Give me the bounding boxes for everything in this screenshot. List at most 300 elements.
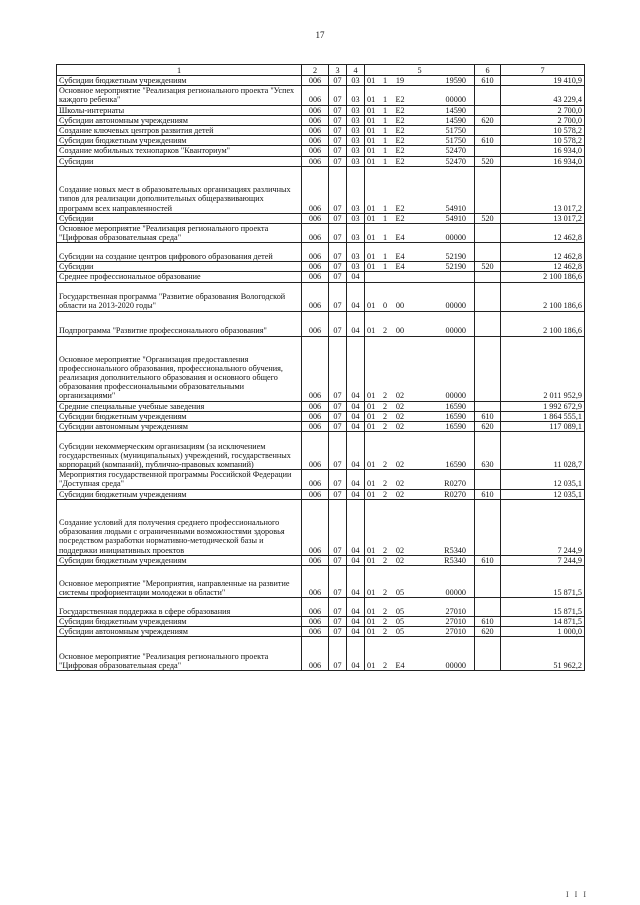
column-header: 7 (501, 65, 585, 76)
row-name-cell: Создание новых мест в образовательных организациях различных типов для реализации дополнительных общеразвивающих программ всех направленностей (57, 166, 302, 213)
table-row (57, 213, 585, 223)
target-article-part: 2 (382, 422, 388, 431)
target-article-part: E2 (395, 105, 405, 115)
row-expense-type-cell (475, 565, 501, 597)
target-article-code (365, 607, 474, 616)
target-article-part: R0270 (444, 489, 466, 499)
target-article-part: 16590 (445, 401, 466, 411)
row-grbs-cell: 006 (302, 555, 329, 565)
row-expense-type-cell: 520 (475, 213, 501, 223)
target-article-part: 1 (382, 203, 388, 213)
target-article-part: 00000 (445, 587, 466, 597)
target-article-part: 27010 (445, 606, 466, 616)
table-row (57, 156, 585, 166)
row-grbs-cell: 006 (302, 489, 329, 499)
row-target-article-cell (365, 146, 475, 156)
row-subsection-cell: 04 (347, 470, 365, 489)
target-article-code (365, 617, 474, 626)
row-grbs-cell: 006 (302, 637, 329, 671)
target-article-part: 01 (367, 125, 376, 135)
row-name-cell: Создание мобильных технопарков "Кванториум" (57, 146, 302, 156)
row-subsection-cell: 03 (347, 86, 365, 105)
row-target-article-cell (365, 156, 475, 166)
row-expense-type-cell: 610 (475, 136, 501, 146)
target-article-code (365, 661, 474, 670)
row-grbs-cell: 006 (302, 166, 329, 213)
row-name-cell: Основное мероприятие "Реализация регионального проекта "Цифровая образовательная среда" (57, 637, 302, 671)
target-article-part: 00000 (445, 326, 466, 336)
target-article-code (365, 214, 474, 223)
row-section-cell: 07 (329, 597, 347, 616)
target-article-code (365, 479, 474, 488)
target-article-part: 00000 (445, 391, 466, 401)
target-article-part: 19 (395, 76, 405, 85)
row-expense-type-cell (475, 597, 501, 616)
row-subsection-cell: 03 (347, 243, 365, 262)
row-grbs-cell: 006 (302, 156, 329, 166)
target-article-part: 01 (367, 76, 376, 85)
table-row (57, 565, 585, 597)
target-article-part: 05 (395, 616, 405, 626)
row-grbs-cell: 006 (302, 125, 329, 135)
target-article-part: 0 (382, 301, 388, 311)
column-header: 1 (57, 65, 302, 76)
row-name-cell: Субсидии бюджетным учреждениям (57, 76, 302, 86)
row-grbs-cell: 006 (302, 282, 329, 311)
target-article-part: 01 (367, 661, 376, 671)
row-expense-type-cell: 610 (475, 616, 501, 626)
target-article-part: 01 (367, 411, 376, 421)
row-subsection-cell: 03 (347, 166, 365, 213)
row-expense-type-cell (475, 470, 501, 489)
footer-mark: I I I (566, 890, 588, 899)
target-article-part: 01 (367, 156, 376, 166)
row-amount-cell: 13 017,2 (501, 166, 585, 213)
row-expense-type-cell: 630 (475, 432, 501, 470)
row-expense-type-cell: 610 (475, 76, 501, 86)
row-grbs-cell: 006 (302, 470, 329, 489)
row-amount-cell: 2 700,0 (501, 105, 585, 115)
table-row (57, 272, 585, 282)
target-article-part: E2 (395, 125, 405, 135)
target-article-part: 01 (367, 616, 376, 626)
target-article-part: 2 (382, 587, 388, 597)
target-article-part: 14590 (445, 115, 466, 125)
target-article-part: 02 (395, 479, 405, 489)
row-target-article-cell (365, 616, 475, 626)
row-name-cell: Среднее профессиональное образование (57, 272, 302, 282)
target-article-part: 2 (382, 661, 388, 671)
target-article-code (365, 252, 474, 261)
target-article-part: 01 (367, 252, 376, 262)
row-name-cell: Подпрограмма "Развитие профессионального образования" (57, 311, 302, 336)
row-grbs-cell: 006 (302, 272, 329, 282)
row-amount-cell: 12 462,8 (501, 262, 585, 272)
target-article-part: E2 (395, 203, 405, 213)
target-article-code (365, 460, 474, 469)
target-article-part: 2 (382, 391, 388, 401)
row-grbs-cell: 006 (302, 213, 329, 223)
row-grbs-cell: 006 (302, 627, 329, 637)
row-target-article-cell (365, 166, 475, 213)
row-amount-cell: 16 934,0 (501, 146, 585, 156)
row-grbs-cell: 006 (302, 336, 329, 401)
row-subsection-cell: 04 (347, 627, 365, 637)
target-article-code (365, 556, 474, 565)
target-article-code (365, 326, 474, 335)
target-article-part: E2 (395, 213, 405, 223)
target-article-part: 1 (382, 156, 388, 166)
table-row (57, 125, 585, 135)
row-subsection-cell: 03 (347, 76, 365, 86)
target-article-code (365, 146, 474, 155)
row-amount-cell: 1 000,0 (501, 627, 585, 637)
target-article-part: 01 (367, 262, 376, 272)
row-amount-cell: 15 871,5 (501, 565, 585, 597)
row-section-cell: 07 (329, 156, 347, 166)
row-grbs-cell: 006 (302, 262, 329, 272)
row-subsection-cell: 04 (347, 499, 365, 555)
row-amount-cell: 2 700,0 (501, 115, 585, 125)
row-section-cell: 07 (329, 616, 347, 626)
target-article-code (365, 490, 474, 499)
target-article-part: 2 (382, 555, 388, 565)
target-article-part: 00000 (445, 95, 466, 105)
row-amount-cell: 117 089,1 (501, 422, 585, 432)
row-section-cell: 07 (329, 105, 347, 115)
row-subsection-cell: 03 (347, 223, 365, 242)
column-header: 2 (302, 65, 329, 76)
row-target-article-cell (365, 627, 475, 637)
target-article-part: 2 (382, 545, 388, 555)
target-article-code (365, 76, 474, 85)
column-header: 3 (329, 65, 347, 76)
row-target-article-cell (365, 470, 475, 489)
row-amount-cell: 1 992 672,9 (501, 401, 585, 411)
target-article-part: 01 (367, 422, 376, 431)
row-target-article-cell (365, 422, 475, 432)
row-amount-cell: 2 100 186,6 (501, 282, 585, 311)
target-article-part: 01 (367, 301, 376, 311)
target-article-part: 01 (367, 213, 376, 223)
target-article-part: 27010 (445, 627, 466, 637)
row-amount-cell: 16 934,0 (501, 156, 585, 166)
row-grbs-cell: 006 (302, 565, 329, 597)
row-section-cell: 07 (329, 166, 347, 213)
row-section-cell: 07 (329, 76, 347, 86)
target-article-part: 00 (395, 301, 405, 311)
row-name-cell: Субсидии автономным учреждениям (57, 115, 302, 125)
row-name-cell: Субсидии бюджетным учреждениям (57, 555, 302, 565)
row-name-cell: Субсидии (57, 156, 302, 166)
row-target-article-cell (365, 311, 475, 336)
row-target-article-cell (365, 272, 475, 282)
row-section-cell: 07 (329, 213, 347, 223)
row-amount-cell: 51 962,2 (501, 637, 585, 671)
column-header: 6 (475, 65, 501, 76)
target-article-code (365, 588, 474, 597)
target-article-part: 51750 (445, 125, 466, 135)
target-article-part: 05 (395, 606, 405, 616)
target-article-part: E4 (395, 661, 405, 671)
row-amount-cell: 12 462,8 (501, 223, 585, 242)
row-expense-type-cell (475, 166, 501, 213)
target-article-part: 1 (382, 105, 388, 115)
row-target-article-cell (365, 136, 475, 146)
target-article-part: 2 (382, 627, 388, 637)
target-article-part: 52190 (445, 262, 466, 272)
row-name-cell: Создание ключевых центров развития детей (57, 125, 302, 135)
target-article-part: 01 (367, 95, 376, 105)
row-target-article-cell (365, 282, 475, 311)
row-subsection-cell: 04 (347, 282, 365, 311)
row-amount-cell: 13 017,2 (501, 213, 585, 223)
row-subsection-cell: 04 (347, 637, 365, 671)
row-subsection-cell: 04 (347, 555, 365, 565)
target-article-part: R0270 (444, 479, 466, 489)
table-row (57, 411, 585, 421)
row-subsection-cell: 04 (347, 411, 365, 421)
row-grbs-cell: 006 (302, 243, 329, 262)
target-article-part: 1 (382, 136, 388, 146)
table-row (57, 336, 585, 401)
row-grbs-cell: 006 (302, 311, 329, 336)
target-article-code (365, 116, 474, 125)
row-section-cell: 07 (329, 282, 347, 311)
row-subsection-cell: 03 (347, 146, 365, 156)
target-article-part: E2 (395, 136, 405, 146)
target-article-part: 52190 (445, 252, 466, 262)
table-row (57, 243, 585, 262)
target-article-part: 00000 (445, 661, 466, 671)
row-expense-type-cell (475, 272, 501, 282)
target-article-part: 02 (395, 391, 405, 401)
target-article-part: 02 (395, 401, 405, 411)
row-amount-cell: 2 100 186,6 (501, 272, 585, 282)
target-article-part: 54910 (445, 213, 466, 223)
table-row (57, 470, 585, 489)
row-amount-cell: 2 011 952,9 (501, 336, 585, 401)
target-article-part: E2 (395, 115, 405, 125)
row-target-article-cell (365, 565, 475, 597)
row-name-cell: Основное мероприятие "Мероприятия, направленные на развитие системы профориентации молодежи в области" (57, 565, 302, 597)
row-section-cell: 07 (329, 499, 347, 555)
budget-table (56, 64, 585, 671)
table-row (57, 637, 585, 671)
target-article-code (365, 412, 474, 421)
target-article-part: 16590 (445, 422, 466, 431)
row-grbs-cell: 006 (302, 76, 329, 86)
target-article-part: 1 (382, 146, 388, 156)
table-row (57, 76, 585, 86)
table-row (57, 432, 585, 470)
target-article-part: 02 (395, 422, 405, 431)
target-article-code (365, 402, 474, 411)
row-target-article-cell (365, 115, 475, 125)
target-article-part: 2 (382, 479, 388, 489)
row-section-cell: 07 (329, 136, 347, 146)
target-article-part: 01 (367, 479, 376, 489)
target-article-part: 01 (367, 489, 376, 499)
row-target-article-cell (365, 223, 475, 242)
target-article-part: 01 (367, 401, 376, 411)
row-amount-cell: 12 035,1 (501, 489, 585, 499)
row-name-cell: Субсидии бюджетным учреждениям (57, 136, 302, 146)
row-target-article-cell (365, 489, 475, 499)
row-expense-type-cell: 620 (475, 627, 501, 637)
table-row (57, 86, 585, 105)
target-article-part: 51750 (445, 136, 466, 146)
row-subsection-cell: 03 (347, 115, 365, 125)
row-subsection-cell: 04 (347, 489, 365, 499)
target-article-part: 01 (367, 136, 376, 146)
row-target-article-cell (365, 499, 475, 555)
target-article-part: 14590 (445, 105, 466, 115)
row-section-cell: 07 (329, 432, 347, 470)
row-amount-cell: 12 035,1 (501, 470, 585, 489)
row-target-article-cell (365, 76, 475, 86)
row-subsection-cell: 04 (347, 616, 365, 626)
target-article-part: 1 (382, 252, 388, 262)
target-article-part: 2 (382, 411, 388, 421)
row-name-cell: Субсидии автономным учреждениям (57, 422, 302, 432)
row-section-cell: 07 (329, 262, 347, 272)
target-article-part: 52470 (445, 146, 466, 156)
row-amount-cell: 2 100 186,6 (501, 311, 585, 336)
target-article-part: E4 (395, 252, 405, 262)
row-target-article-cell (365, 125, 475, 135)
table-row (57, 311, 585, 336)
row-amount-cell: 7 244,9 (501, 499, 585, 555)
row-section-cell: 07 (329, 125, 347, 135)
row-expense-type-cell (475, 146, 501, 156)
target-article-part: 02 (395, 555, 405, 565)
row-amount-cell: 19 410,9 (501, 76, 585, 86)
target-article-part: 01 (367, 627, 376, 637)
target-article-code (365, 391, 474, 400)
target-article-part: E2 (395, 146, 405, 156)
target-article-code (365, 106, 474, 115)
row-name-cell: Субсидии (57, 213, 302, 223)
table-row (57, 627, 585, 637)
row-amount-cell: 1 864 555,1 (501, 411, 585, 421)
row-name-cell: Основное мероприятие "Организация предоставления профессионального образования, профессионального обучения, реализация дополнительного образования и основного общего образования профессиональными образовательными организациями" (57, 336, 302, 401)
row-name-cell: Государственная программа "Развитие образования Вологодской области на 2013-2020 годы" (57, 282, 302, 311)
target-article-code (365, 126, 474, 135)
target-article-part: E4 (395, 262, 405, 272)
target-article-part: E4 (395, 233, 405, 243)
column-header: 5 (365, 65, 475, 76)
target-article-part: 01 (367, 146, 376, 156)
table-row (57, 146, 585, 156)
row-section-cell: 07 (329, 336, 347, 401)
target-article-part: 01 (367, 326, 376, 336)
row-target-article-cell (365, 105, 475, 115)
target-article-code (365, 301, 474, 310)
target-article-part: E2 (395, 156, 405, 166)
row-expense-type-cell: 620 (475, 115, 501, 125)
row-expense-type-cell (475, 86, 501, 105)
row-grbs-cell: 006 (302, 411, 329, 421)
target-article-part: 16590 (445, 460, 466, 469)
row-expense-type-cell (475, 336, 501, 401)
row-amount-cell: 12 462,8 (501, 243, 585, 262)
row-section-cell: 07 (329, 489, 347, 499)
target-article-part: 05 (395, 587, 405, 597)
target-article-part: R5340 (444, 555, 466, 565)
row-grbs-cell: 006 (302, 597, 329, 616)
target-article-part: 01 (367, 105, 376, 115)
table-row (57, 105, 585, 115)
row-subsection-cell: 04 (347, 432, 365, 470)
table-header-row (57, 65, 585, 76)
row-name-cell: Субсидии автономным учреждениям (57, 627, 302, 637)
row-section-cell: 07 (329, 115, 347, 125)
row-subsection-cell: 04 (347, 272, 365, 282)
target-article-part: 1 (382, 262, 388, 272)
target-article-part: 52470 (445, 156, 466, 166)
row-amount-cell: 15 871,5 (501, 597, 585, 616)
target-article-part: 2 (382, 460, 388, 469)
row-grbs-cell: 006 (302, 432, 329, 470)
target-article-part: 1 (382, 95, 388, 105)
row-amount-cell: 14 871,5 (501, 616, 585, 626)
target-article-part: 01 (367, 233, 376, 243)
row-target-article-cell (365, 401, 475, 411)
target-article-part: E2 (395, 95, 405, 105)
target-article-part: 16590 (445, 411, 466, 421)
table-row (57, 616, 585, 626)
target-article-part: 01 (367, 460, 376, 469)
row-expense-type-cell: 620 (475, 422, 501, 432)
row-expense-type-cell (475, 282, 501, 311)
row-section-cell: 07 (329, 565, 347, 597)
target-article-part: 54910 (445, 203, 466, 213)
row-grbs-cell: 006 (302, 146, 329, 156)
target-article-code (365, 136, 474, 145)
row-section-cell: 07 (329, 411, 347, 421)
target-article-part: 00000 (445, 233, 466, 243)
row-name-cell: Средние специальные учебные заведения (57, 401, 302, 411)
row-name-cell: Мероприятия государственной программы Российской Федерации "Доступная среда" (57, 470, 302, 489)
row-section-cell: 07 (329, 272, 347, 282)
row-expense-type-cell (475, 125, 501, 135)
target-article-part: 01 (367, 545, 376, 555)
target-article-part: 02 (395, 460, 405, 469)
row-section-cell: 07 (329, 146, 347, 156)
table-row (57, 115, 585, 125)
target-article-part: 19590 (445, 76, 466, 85)
row-target-article-cell (365, 243, 475, 262)
row-section-cell: 07 (329, 555, 347, 565)
target-article-code (365, 204, 474, 213)
row-grbs-cell: 006 (302, 422, 329, 432)
row-target-article-cell (365, 411, 475, 421)
table-body (57, 76, 585, 671)
row-subsection-cell: 04 (347, 311, 365, 336)
target-article-part: 01 (367, 391, 376, 401)
row-name-cell: Субсидии на создание центров цифрового образования детей (57, 243, 302, 262)
table-row (57, 489, 585, 499)
target-article-part: 01 (367, 115, 376, 125)
row-name-cell: Создание условий для получения среднего профессионального образования людьми с ограниченными возможностями здоровья посредством разработки нормативно-методической базы и поддержки инициативных проектов (57, 499, 302, 555)
target-article-part: 2 (382, 606, 388, 616)
row-expense-type-cell: 610 (475, 555, 501, 565)
row-name-cell: Субсидии бюджетным учреждениям (57, 489, 302, 499)
row-expense-type-cell: 520 (475, 262, 501, 272)
target-article-part: 1 (382, 115, 388, 125)
row-grbs-cell: 006 (302, 499, 329, 555)
